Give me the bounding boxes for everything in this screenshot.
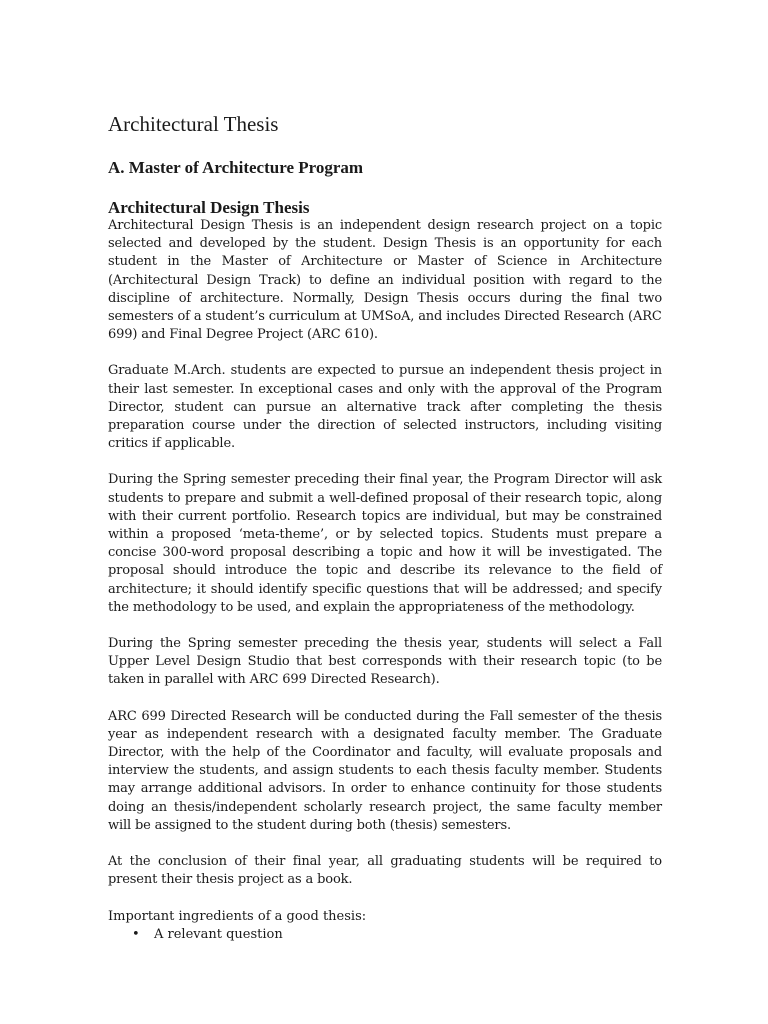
paragraph-graduate-students: Graduate M.Arch. students are expected to pursue an independent thesis project in their last semester. In exceptional cases and only with the approval of the Program Director, student can pursue an alternative track after completing the thesis preparation course under the direction of selected instructors, including visiting critics if applicable. [108, 363, 662, 452]
ingredients-list [108, 926, 662, 944]
list-item [132, 926, 662, 944]
section-heading: A. Master of Architecture Program [108, 158, 364, 177]
paragraph-studio-selection: During the Spring semester preceding the thesis year, students will select a Fall Upper Level Design Studio that best corresponds with their research topic (to be taken in parallel with ARC 699 Directed Research). [108, 636, 662, 688]
bullet-icon: • [132, 926, 140, 942]
document-page [108, 112, 662, 944]
paragraph-conclusion: At the conclusion of their final year, all graduating students will be required to present their thesis project as a book. [108, 854, 662, 888]
paragraph-design-thesis-main: Architectural Design Thesis is an independent design research project on a topic selected and developed by the student. Design Thesis is an opportunity for each student in the Master of Architecture or Master of Science in Architecture (Architectural Design Track) to define an individual position with regard to the discipline of architecture. Normally, Design Thesis occurs during the final two semesters of a student’s curriculum at UMSoA, and includes Directed Research (ARC [108, 218, 662, 325]
list-item-text: A relevant question [154, 926, 283, 942]
sub-heading: Architectural Design Thesis [108, 198, 310, 217]
paragraph-spring-proposal: During the Spring semester preceding their final year, the Program Director will ask students to prepare and submit a well-defined proposal of their research topic, along with their current portfolio. Research topics are individual, but may be constrained within a proposed ‘meta-theme’, or by selected topics. Students must prepare a concise 300-word proposal describing a topic and how it will be investigated. The proposal should introduce the topic and describe its relevance to the field of architecture; it should identify specific questions that will be addressed; and specify the methodology to be used, and explain the appropriateness of the methodology. [108, 472, 662, 615]
paragraph-directed-research: ARC 699 Directed Research will be conducted during the Fall semester of the thesis year as independent research with a designated faculty member. The Graduate Director, with the help of the Coordinator and faculty, will evaluate proposals and interview the students, and assign students to each thesis faculty member. Students may arrange additional advisors. In order to enhance continuity for those students doing an thesis/independent scholarly research project, the same faculty member will be assigned to the student during both (thesis) semesters. [108, 708, 662, 833]
list-intro: Important ingredients of a good thesis: [108, 908, 367, 924]
paragraph-design-thesis [108, 217, 662, 344]
paragraph-design-thesis-tail: 699) and Final Degree Project (ARC 610). [108, 327, 378, 343]
document-title: Architectural Thesis [108, 112, 279, 136]
